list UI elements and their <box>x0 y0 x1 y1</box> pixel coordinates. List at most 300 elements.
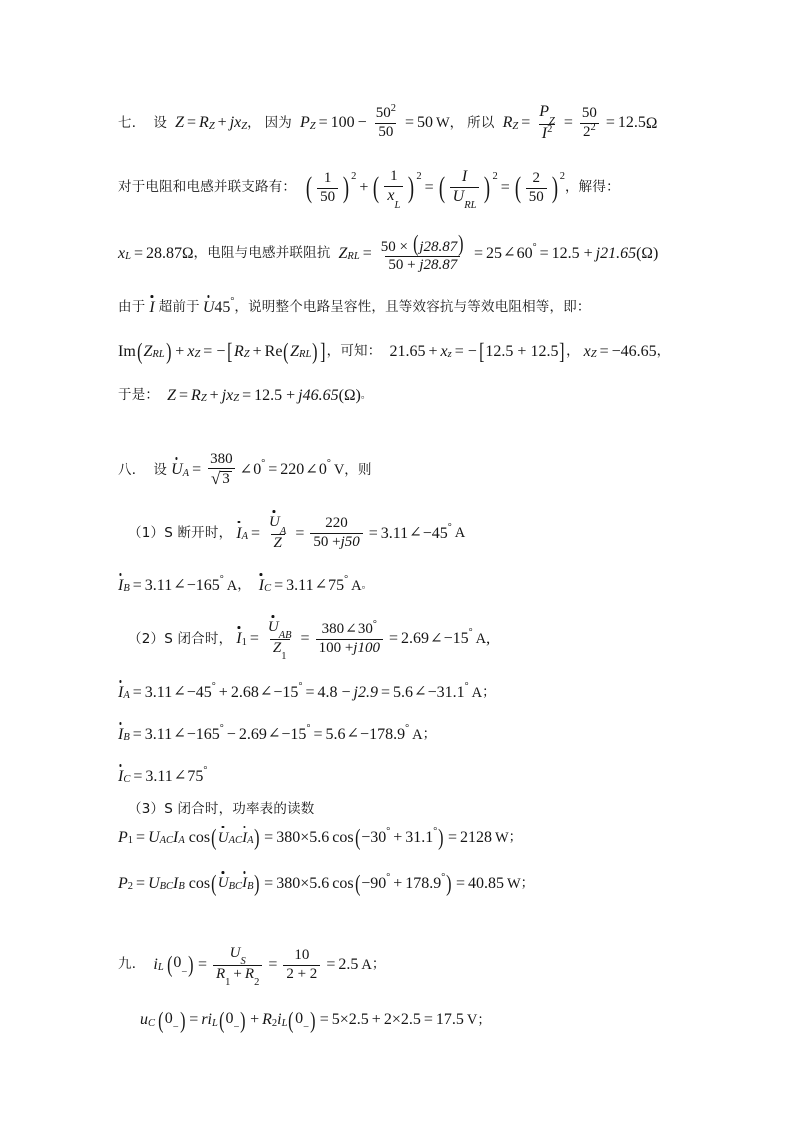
value-minus165: −165 <box>186 576 220 594</box>
equation-line-8-6 <box>118 722 718 744</box>
left-paren: ( <box>218 1007 225 1033</box>
op-equals: = <box>318 114 328 132</box>
op-equals: = <box>133 767 143 785</box>
fraction-ZRL <box>378 230 468 275</box>
document-body <box>118 103 718 1034</box>
value-56: 5.6 <box>309 874 330 892</box>
item-number-2: （2） <box>128 630 165 647</box>
op-equals: = <box>424 179 434 197</box>
equation-line-9-2 <box>118 1007 718 1034</box>
op-times: × <box>300 829 310 847</box>
value-minus45: −45 <box>186 683 212 701</box>
value-311: 3.11 <box>380 524 409 542</box>
right-paren: ) <box>438 825 444 851</box>
value-4085: 40.85 <box>467 874 504 892</box>
symbol-R: R <box>199 114 209 132</box>
subscript-2: 2 <box>271 1017 278 1029</box>
period: 。 <box>360 389 372 401</box>
subscript-2: 2 <box>127 881 134 893</box>
denominator-Z: Z <box>273 535 282 552</box>
symbol-R: R <box>502 114 513 132</box>
value-0-minus: $0_-$ <box>295 1009 310 1034</box>
section-marker-seven: 七． <box>118 114 146 131</box>
op-equals: = <box>521 114 531 132</box>
op-plus: + <box>218 683 228 701</box>
op-equals: = <box>423 1011 433 1029</box>
symbol-r: r <box>201 1011 208 1029</box>
denominator-j50: j50 <box>340 534 360 551</box>
denominator-50plus: 50 + <box>388 257 416 274</box>
subscript-B: B <box>123 732 130 744</box>
op-equals: = <box>136 829 146 847</box>
phasor-I: I <box>118 767 124 785</box>
paren-group-1-over-50 <box>304 171 356 206</box>
degree-symbol: ° <box>306 722 311 734</box>
equation-line-7-3 <box>118 230 718 275</box>
numerator-380: 380 <box>321 621 345 638</box>
op-equals: = <box>192 461 202 479</box>
left-paren: ( <box>438 171 445 205</box>
unit-ohm: Ω <box>645 114 658 132</box>
op-times: × <box>399 238 408 255</box>
degree-symbol: ° <box>447 521 452 533</box>
unit-watt: W <box>435 115 450 132</box>
symbol-x: x <box>187 342 195 360</box>
op-plus: + <box>393 874 403 892</box>
equation-line-8-8 <box>118 800 718 817</box>
numerator-2: 2 <box>532 169 540 186</box>
right-paren: ) <box>165 339 172 365</box>
op-plus: + <box>252 342 262 360</box>
value-minus311: −31.1 <box>427 683 465 701</box>
radical-icon: √ <box>210 469 221 489</box>
value-25: 2.5 <box>338 956 359 974</box>
right-paren: ) <box>188 952 194 978</box>
subscript-S: S <box>240 956 246 968</box>
numerator-U: U <box>229 944 241 961</box>
op-equals: = <box>179 386 189 404</box>
value-75: 75 <box>328 576 345 594</box>
degree-symbol: ° <box>219 722 224 734</box>
left-paren: ( <box>373 171 380 205</box>
numerator-1: 1 <box>323 169 332 186</box>
degree-symbol: ° <box>230 296 235 308</box>
left-paren: ( <box>211 825 217 851</box>
phasor-U: U <box>267 618 279 635</box>
exponent-2: 2 <box>390 103 396 115</box>
unit-volt: V <box>333 462 345 479</box>
angle-icon: ∠ <box>173 768 187 785</box>
numerator-50: 50 <box>375 105 391 122</box>
subscript-A: A <box>182 467 190 479</box>
section-marker-nine: 九． <box>118 956 146 973</box>
value-final-im: j46.65 <box>298 386 339 404</box>
subscript-Z: Z <box>208 120 215 132</box>
value-real-part: 12.5 + <box>551 244 593 262</box>
op-equals: = <box>368 524 378 542</box>
subscript-Z: Z <box>233 392 240 404</box>
numerator-1: 1 <box>390 168 398 185</box>
angle-icon: ∠ <box>267 726 281 743</box>
value-25: 25 <box>485 244 502 262</box>
left-paren: ( <box>306 171 313 205</box>
subscript-C: C <box>264 583 272 595</box>
equation-line-7-6 <box>118 388 718 404</box>
op-equals: = <box>305 683 315 701</box>
op-equals: = <box>189 1011 199 1029</box>
denominator-2: 2 <box>583 123 591 140</box>
equation-line-8-7 <box>118 764 718 786</box>
fraction-50-over-2sq <box>579 106 600 141</box>
equation-line-8-5 <box>118 680 718 702</box>
unit-ampere: A <box>475 631 487 648</box>
subscript-z: z <box>447 349 452 361</box>
denominator-j100: j100 <box>353 639 380 656</box>
value-0: 0 <box>318 461 327 479</box>
value-311: 3.11 <box>144 725 173 743</box>
symbol-x: x <box>583 342 591 360</box>
fraction-50sq-over-50 <box>373 103 399 141</box>
fraction-1-over-50 <box>317 171 338 206</box>
fraction-10-over-2plus2 <box>283 948 320 983</box>
symbol-i: i <box>153 956 158 974</box>
value-minus165: −165 <box>186 725 220 743</box>
subscript-Z: Z <box>549 115 555 127</box>
left-paren: ( <box>211 871 217 897</box>
right-bracket: ] <box>320 339 326 365</box>
item-number-3: （3） <box>128 800 165 817</box>
numerator-I: I <box>461 167 468 185</box>
denominator-j2887: j28.87 <box>419 257 458 274</box>
op-equals: = <box>203 342 213 360</box>
left-paren: ( <box>354 825 361 851</box>
denominator-R1: R <box>216 965 226 982</box>
right-paren: ) <box>458 230 464 256</box>
value-0-minus: $0_-$ <box>173 954 188 978</box>
subscript-BC: BC <box>228 881 243 893</box>
op-equals: = <box>539 244 549 262</box>
op-plus: + <box>217 114 227 132</box>
left-paren: ( <box>354 871 361 897</box>
phasor-I: I <box>236 630 242 648</box>
op-equals: = <box>454 342 464 360</box>
denominator-100plus: 100 + <box>318 639 354 656</box>
fraction-380ang30-over-100plusj100 <box>316 619 383 657</box>
unit-ohm-paren: (Ω) <box>338 386 361 404</box>
subscript-B: B <box>123 583 130 595</box>
label-parallel-impedance: ，电阻与电感并联阻抗 <box>193 245 331 262</box>
op-plus: + <box>428 342 438 360</box>
term-2x25: 2×2.5 <box>383 1011 421 1029</box>
subscript-L: L <box>125 251 131 263</box>
equation-line-8-10 <box>118 871 718 897</box>
subscript-A: A <box>178 835 185 847</box>
section-marker-eight: 八． <box>118 461 146 478</box>
symbol-R: R <box>191 386 201 404</box>
right-paren: ) <box>446 871 452 897</box>
degree-symbol: ° <box>386 826 391 838</box>
op-equals: = <box>295 524 305 542</box>
op-equals: = <box>251 524 261 542</box>
op-times: × <box>300 874 310 892</box>
equation-line-9-1 <box>118 944 718 989</box>
op-minus: − <box>467 342 477 360</box>
semicolon: ； <box>477 1011 492 1028</box>
symbol-R: R <box>234 342 244 360</box>
op-plus: + <box>175 342 185 360</box>
subscript-RL: RL <box>347 251 360 263</box>
subscript-AC: AC <box>228 835 243 847</box>
degree-symbol: ° <box>405 722 410 734</box>
subscript-Z: Z <box>200 392 207 404</box>
symbol-i: i <box>277 1011 282 1029</box>
right-paren: ) <box>254 871 261 897</box>
value-0-minus: $0_-$ <box>164 1009 179 1034</box>
op-equals: = <box>300 630 310 648</box>
value-60: 60 <box>516 244 533 262</box>
symbol-u: u <box>140 1011 148 1029</box>
subscript-1: 1 <box>127 835 134 847</box>
fraction-1-over-xL <box>384 168 403 211</box>
degree-symbol: ° <box>261 458 266 470</box>
exponent-2: 2 <box>492 170 498 182</box>
unit-ohm: Ω <box>181 245 194 263</box>
fraction-Pz-over-Isq <box>536 104 558 143</box>
denominator-U: U <box>452 187 465 205</box>
unit-ampere: A <box>351 577 362 594</box>
denominator-I: I <box>541 125 548 143</box>
value-220: 220 <box>280 461 305 479</box>
fraction-UA-over-Z <box>266 515 289 552</box>
op-equals: = <box>455 874 465 892</box>
label-switch-open: S 断开时， <box>164 524 233 541</box>
angle-icon: ∠ <box>345 622 357 638</box>
op-equals: = <box>268 956 278 974</box>
label-power-meter-reading: S 闭合时，功率表的读数 <box>164 800 315 817</box>
unit-volt: V <box>466 1012 478 1029</box>
op-equals: = <box>268 461 278 479</box>
right-paren: ) <box>179 1007 186 1033</box>
value-56: 5.6 <box>309 829 330 847</box>
op-equals: = <box>362 244 372 262</box>
subscript-B: B <box>247 881 254 893</box>
op-equals: = <box>132 576 142 594</box>
subscript-Z: Z <box>241 120 248 132</box>
subscript-A: A <box>247 835 254 847</box>
op-equals: = <box>249 630 259 648</box>
value-380: 380 <box>276 829 301 847</box>
degree-symbol: ° <box>298 680 303 692</box>
subscript-AC: AC <box>159 835 174 847</box>
value-311-angle: 31.1 <box>405 829 434 847</box>
fraction-Us-over-R1plusR2 <box>213 944 262 989</box>
unit-ampere: A <box>471 684 483 701</box>
item-number-1: （1） <box>128 524 165 541</box>
op-plus: + <box>209 386 219 404</box>
symbol-P: P <box>118 874 128 892</box>
right-bracket: ] <box>559 339 565 365</box>
symbol-x: x <box>118 244 126 262</box>
denominator-50plus: 50 + <box>313 534 341 551</box>
op-plus: + <box>359 179 369 197</box>
denominator-50: 50 <box>375 123 396 141</box>
subscript-1: 1 <box>225 977 231 989</box>
value-12p5: 12.5 <box>617 114 646 132</box>
value-xz-result: −46.65 <box>611 342 657 360</box>
op-equals: = <box>404 114 414 132</box>
radicand-3: 3 <box>222 471 230 488</box>
equation-line-7-1 <box>118 104 718 143</box>
paren-group-1-over-xL <box>371 168 422 211</box>
exponent-2: 2 <box>416 170 422 182</box>
denominator-50: 50 <box>317 188 338 206</box>
function-cos: cos <box>188 829 211 847</box>
phasor-I: I <box>118 683 124 701</box>
subscript-Z: Z <box>590 349 597 361</box>
unit-ampere: A <box>361 956 372 973</box>
label-suoyi: 所以 <box>467 114 495 131</box>
denominator-R2: R <box>244 965 255 982</box>
semicolon: ； <box>520 875 535 892</box>
symbol-j: j <box>229 114 235 132</box>
semicolon: ； <box>422 726 437 743</box>
symbol-P: P <box>118 829 128 847</box>
exponent-2: 2 <box>351 170 357 182</box>
degree-symbol: ° <box>219 573 224 585</box>
comma: ， <box>566 343 580 360</box>
right-paren: ) <box>408 171 415 205</box>
value-75: 75 <box>187 767 204 785</box>
equation-line-7-4 <box>118 296 718 317</box>
equation-line-8-1 <box>118 452 718 490</box>
label-jiede: ，解得： <box>564 179 620 196</box>
function-Re: Re <box>264 342 283 360</box>
symbol-Z: Z <box>338 244 348 262</box>
unit-watt: W <box>494 829 509 846</box>
exponent-2: 2 <box>590 121 596 133</box>
op-equals: = <box>132 725 142 743</box>
degree-symbol: ° <box>441 871 446 883</box>
subscript-Z: Z <box>243 349 250 361</box>
equation-line-8-3 <box>118 573 718 595</box>
value-minus30: −30 <box>361 829 387 847</box>
function-cos: cos <box>188 874 211 892</box>
comma: ， <box>656 343 671 360</box>
value-311: 3.11 <box>144 576 173 594</box>
subscript-C: C <box>123 774 131 786</box>
fraction-UAB-over-Z1 <box>265 618 295 663</box>
equation-line-7-2 <box>118 167 718 212</box>
equation-line-7-5 <box>118 339 718 365</box>
op-equals: = <box>187 114 197 132</box>
symbol-x: x <box>440 342 448 360</box>
unit-ohm-paren: (Ω) <box>636 244 659 262</box>
degree-symbol: ° <box>433 826 438 838</box>
fraction-2-over-50 <box>526 171 547 206</box>
value-1789-angle: 178.9 <box>405 874 442 892</box>
left-paren: ( <box>288 1007 294 1033</box>
semicolon: ； <box>371 956 386 973</box>
right-paren: ) <box>254 825 261 851</box>
degree-symbol: ° <box>372 619 377 631</box>
value-311: 3.11 <box>144 683 173 701</box>
value-rect-re: 4.8 − <box>317 683 351 701</box>
op-equals: = <box>274 576 284 594</box>
value-minus45: −45 <box>422 524 448 542</box>
paren-group-2-over-50 <box>513 171 565 206</box>
left-paren: ( <box>412 230 419 256</box>
symbol-x: x <box>234 114 242 132</box>
op-plus: + <box>250 1011 260 1029</box>
exponent-2: 2 <box>547 124 553 136</box>
label-switch-closed: S 闭合时， <box>164 630 233 647</box>
label-yinwei: 因为 <box>264 114 293 131</box>
subscript-RL: RL <box>299 349 312 361</box>
term-5x25: 5×2.5 <box>331 1011 369 1029</box>
angle-icon: ∠ <box>413 684 427 701</box>
subscript-B: B <box>178 881 185 893</box>
left-paren: ( <box>514 171 521 205</box>
value-rect-im: j2.9 <box>353 683 378 701</box>
degree-symbol: ° <box>326 458 331 470</box>
degree-symbol: ° <box>532 241 537 253</box>
degree-symbol: ° <box>211 680 216 692</box>
degree-symbol: ° <box>468 627 473 639</box>
value-380: 380 <box>276 874 301 892</box>
unit-watt: W <box>506 875 521 892</box>
angle-icon: ∠ <box>430 630 443 647</box>
symbol-U: U <box>148 874 160 892</box>
function-cos: cos <box>332 874 354 892</box>
semicolon: ； <box>508 829 523 846</box>
value-311: 3.11 <box>145 767 173 785</box>
unit-ampere: A <box>226 577 238 594</box>
subscript-AB: AB <box>278 630 292 642</box>
denominator-x: x <box>387 187 395 205</box>
symbol-Z: Z <box>167 386 177 404</box>
value-50: 50 <box>416 114 433 132</box>
label-she: 设 <box>153 461 168 478</box>
value-45: 45 <box>214 299 231 317</box>
unit-ampere: A <box>454 525 466 542</box>
value-56: 5.6 <box>325 725 346 743</box>
numerator-50: 50 <box>581 105 597 122</box>
subscript-1: 1 <box>281 651 287 663</box>
value-minus15: −15 <box>443 630 469 648</box>
equation-line-8-2 <box>118 515 718 552</box>
subscript-L: L <box>212 1017 218 1029</box>
value-xL: 28.87 <box>145 244 182 262</box>
value-175: 17.5 <box>435 1011 464 1029</box>
symbol-U: U <box>148 829 160 847</box>
phasor-I: I <box>118 576 124 594</box>
value-311: 3.11 <box>286 576 314 594</box>
op-equals: = <box>563 114 573 132</box>
subscript-L: L <box>281 1017 288 1029</box>
subscript-A: A <box>279 525 287 537</box>
fraction-220-over-50plusj50 <box>310 516 362 551</box>
subscript-RL: RL <box>464 200 477 212</box>
subscript-A: A <box>123 690 130 702</box>
symbol-R: R <box>262 1011 272 1029</box>
phasor-U: U <box>217 829 229 846</box>
fraction-I-over-URL <box>450 167 480 212</box>
label-youyu: 由于 <box>118 299 146 316</box>
denominator-50: 50 <box>526 188 547 206</box>
value-minus15: −15 <box>281 725 307 743</box>
function-cos: cos <box>332 829 354 847</box>
op-plus: + <box>233 965 242 982</box>
